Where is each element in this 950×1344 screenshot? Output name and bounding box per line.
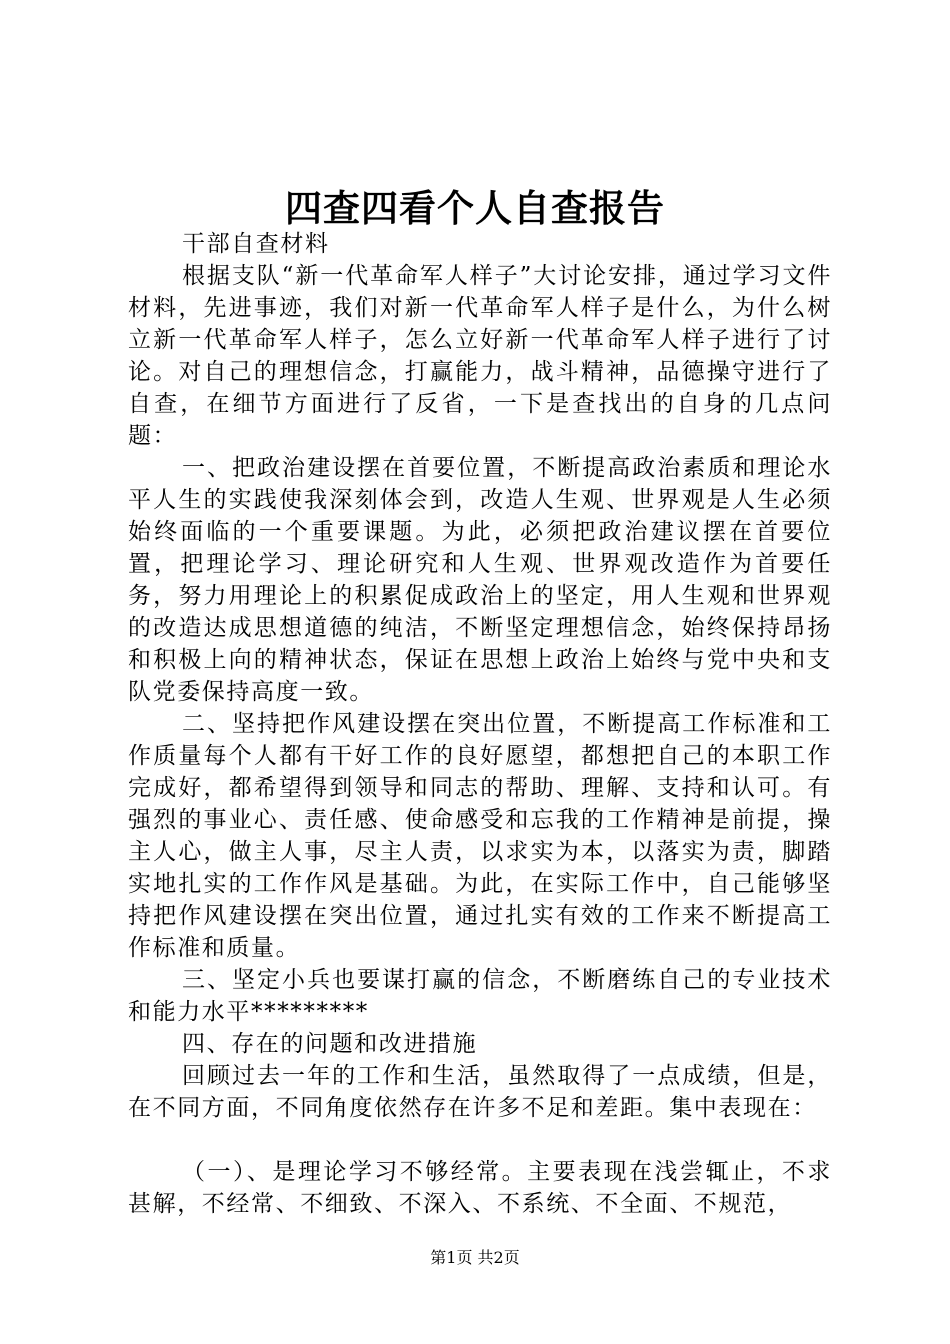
paragraph-section-4-heading: 四、存在的问题和改进措施	[182, 1031, 478, 1057]
paragraph-section-1: 一、把政治建设摆在首要位置，不断提高政治素质和理论水平人生的实践使我深刻体会到，改造人生观、世界观是人生必须始终面临的一个重要课题。为此，必须把政治建议摆在首要位置，把理论学习、理论研究和人生观、世界观改造作为首要任务，努力用理论上的积累促成政治上的坚定，用人生观和世界观的改造达成思想道德的纯洁，不断坚定理想信念，始终保持昂扬和积极上向的精神状态，保证在思想上政治上始终与党中央和支队党委保持高度一致。	[128, 455, 832, 705]
paragraph-subtitle: 干部自查材料	[182, 231, 330, 257]
page-number: 第1页 共2页	[430, 1248, 520, 1267]
paragraph-issue-1: （一）、是理论学习不够经常。主要表现在浅尝辄止，不求甚解，不经常、不细致、不深入、不系统、不全面、不规范，	[128, 1159, 832, 1217]
paragraph-intro: 根据支队“新一代革命军人样子”大讨论安排，通过学习文件材料，先进事迹，我们对新一代革命军人样子是什么，为什么树立新一代革命军人样子，怎么立好新一代革命军人样子进行了讨论。对自己的理想信念，打赢能力，战斗精神，品德操守进行了自查，在细节方面进行了反省，一下是查找出的自身的几点问题：	[128, 263, 832, 449]
paragraph-section-3: 三、坚定小兵也要谋打赢的信念，不断磨练自己的专业技术和能力水平*********	[128, 967, 832, 1025]
paragraph-review: 回顾过去一年的工作和生活，虽然取得了一点成绩，但是，在不同方面，不同角度依然存在许多不足和差距。集中表现在：	[128, 1063, 832, 1121]
paragraph-section-2: 二、坚持把作风建设摆在突出位置，不断提高工作标准和工作质量每个人都有干好工作的良好愿望，都想把自己的本职工作完成好，都希望得到领导和同志的帮助、理解、支持和认可。有强烈的事业心、责任感、使命感受和忘我的工作精神是前提，操主人心，做主人事，尽主人责，以求实为本，以落实为责，脚踏实地扎实的工作作风是基础。为此，在实际工作中，自己能够坚持把作风建设摆在突出位置，通过扎实有效的工作来不断提高工作标准和质量。	[128, 711, 832, 961]
document-title: 四查四看个人自查报告	[285, 186, 665, 230]
document-body	[128, 228, 832, 1220]
